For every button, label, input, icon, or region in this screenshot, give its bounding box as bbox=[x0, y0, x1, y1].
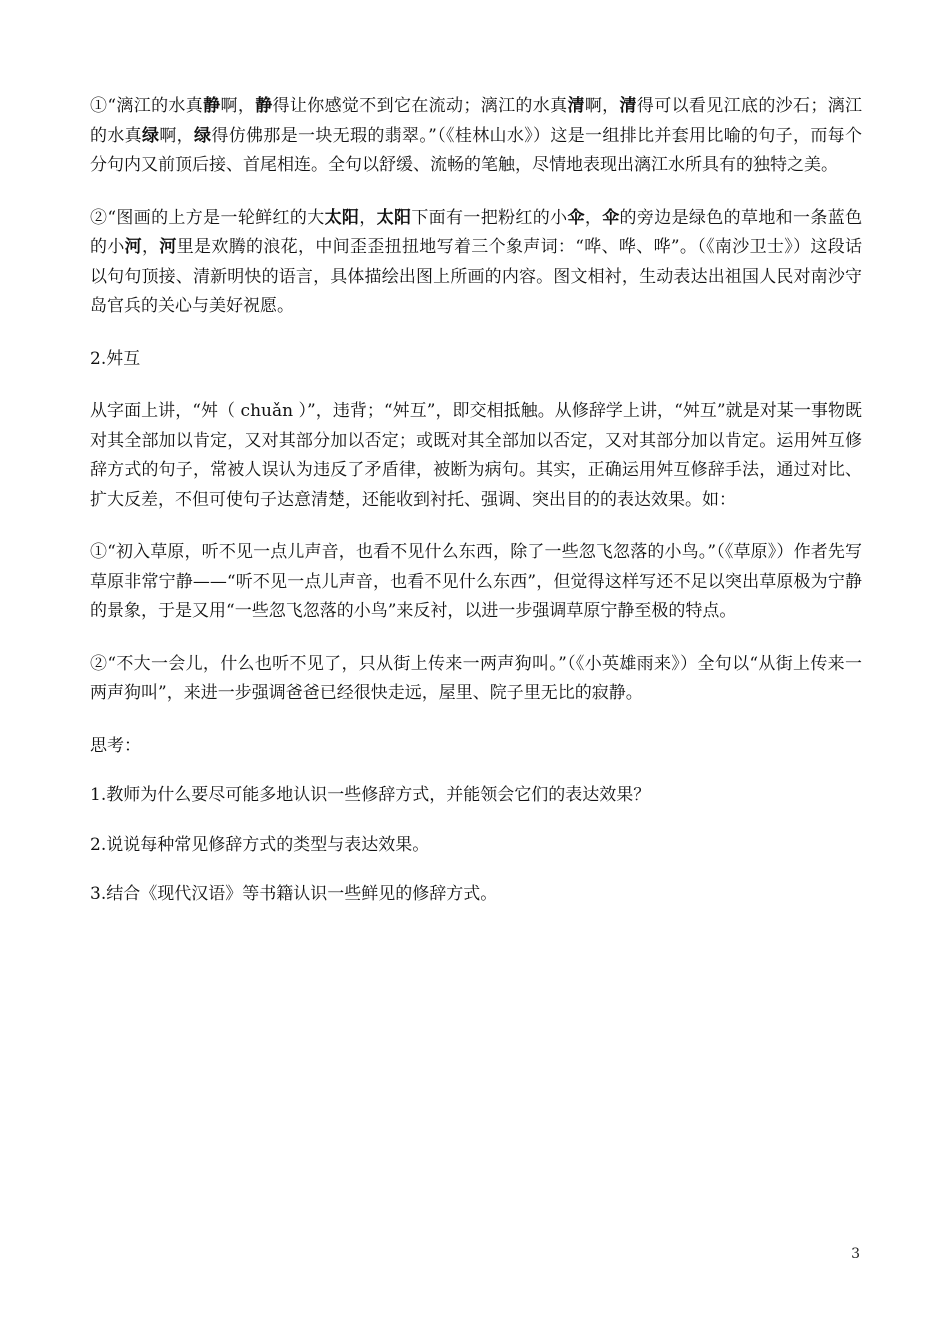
section-heading-chuanhu bbox=[90, 345, 862, 375]
text-run: 里是欢腾的浪花，中间歪歪扭扭地写着三个象声词：“哗、哗、哗”。（《南沙卫士》）这段话以句句顶接、清新明快的语言，具体描绘出图上所画的内容。图文相衬，生动表达出祖国人民对南沙守岛官兵的关心与美好祝愿。 bbox=[90, 237, 863, 316]
emphasis-text: 绿 bbox=[194, 125, 212, 146]
emphasis-text: 河 bbox=[159, 237, 177, 257]
text-run: 啊， bbox=[220, 96, 256, 116]
emphasis-text: 太阳 bbox=[376, 207, 412, 228]
emphasis-text: 河 bbox=[124, 237, 143, 257]
text-run: 2.舛互 bbox=[90, 348, 141, 369]
text-run: 2.说说每种常见修辞方式的类型与表达效果。 bbox=[90, 834, 430, 855]
text-run: 1.教师为什么要尽可能多地认识一些修辞方式，并能领会它们的表达效果？ bbox=[90, 785, 651, 805]
paragraph-example-jingjiang bbox=[90, 92, 862, 181]
emphasis-text: 太阳 bbox=[324, 207, 360, 228]
thinking-question-1 bbox=[90, 781, 862, 811]
text-run: ， bbox=[584, 207, 603, 228]
text-run: 得让你感觉不到它在流动；漓江的水真 bbox=[272, 96, 568, 116]
emphasis-text: 清 bbox=[567, 96, 585, 116]
emphasis-text: 静 bbox=[255, 96, 273, 116]
text-run: 从字面上讲，“舛（ chuǎn ）”，违背；“舛互”，即交相抵触。从修辞学上讲，“舛互”就是对某一事物既对其全部加以肯定，又对其部分加以否定；或既对其全部加以否定，又对其部分加以肯定。运用舛互修辞方式的句子，常被人误认为违反了矛盾律，被断为病句。其实，正确运用舛互修辞手法，通过对比、扩大反差，不但可使句子达意清楚，还能收到衬托、强调、突出目的的表达效果。如： bbox=[90, 401, 862, 510]
emphasis-text: 绿 bbox=[142, 125, 160, 146]
thinking-question-2 bbox=[90, 831, 862, 861]
paragraph-chuanhu-definition bbox=[90, 397, 862, 515]
paragraph-example-caoyuan bbox=[90, 538, 862, 627]
page-number: 3 bbox=[851, 1246, 860, 1262]
text-run: 思考： bbox=[90, 735, 141, 756]
text-run: ①“初入草原，听不见一点儿声音，也看不见什么东西，除了一些忽飞忽落的小鸟。”（《草原》）作者先写草原非常宁静——“听不见一点儿声音，也看不见什么东西”，但觉得这样写还不足以突出草原极为宁静的景象，于是又用“一些忽飞忽落的小鸟”来反衬，以进一步强调草原宁静至极的特点。 bbox=[90, 542, 862, 621]
text-run: ①“漓江的水真 bbox=[90, 96, 204, 116]
text-run: ， bbox=[142, 237, 160, 257]
text-run: 的旁边是绿色的草地和一条蓝色的小 bbox=[90, 207, 863, 257]
emphasis-text: 伞 bbox=[602, 207, 620, 228]
text-run: ②“图画的上方是一轮鲜红的大 bbox=[90, 207, 325, 228]
document-body bbox=[90, 92, 862, 910]
paragraph-example-nansha bbox=[90, 204, 862, 322]
emphasis-text: 伞 bbox=[567, 207, 585, 228]
text-run: 啊， bbox=[159, 125, 195, 146]
text-run: 得仿佛那是一块无瑕的翡翠。”（《桂林山水》）这是一组排比并套用比喻的句子，而每个分句内又前顶后接、首尾相连。全句以舒缓、流畅的笔触，尽情地表现出漓江水所具有的独特之美。 bbox=[90, 125, 863, 175]
text-run: 得可以看见江底的沙石；漓江的水真 bbox=[90, 96, 863, 146]
thinking-heading bbox=[90, 732, 862, 762]
text-run: 啊， bbox=[584, 96, 620, 116]
emphasis-text: 清 bbox=[619, 96, 637, 116]
text-run: ②“不大一会儿，什么也听不见了，只从街上传来一两声狗叫。”（《小英雄雨来》）全句以“从街上传来一两声狗叫”，来进一步强调爸爸已经很快走远，屋里、院子里无比的寂静。 bbox=[90, 653, 862, 703]
text-run: 3.结合《现代汉语》等书籍认识一些鲜见的修辞方式。 bbox=[90, 884, 498, 904]
paragraph-example-yulai bbox=[90, 650, 862, 709]
text-run: ， bbox=[359, 207, 377, 228]
text-run: 下面有一把粉红的小 bbox=[411, 207, 568, 228]
emphasis-text: 静 bbox=[203, 96, 221, 116]
thinking-question-3 bbox=[90, 880, 862, 910]
